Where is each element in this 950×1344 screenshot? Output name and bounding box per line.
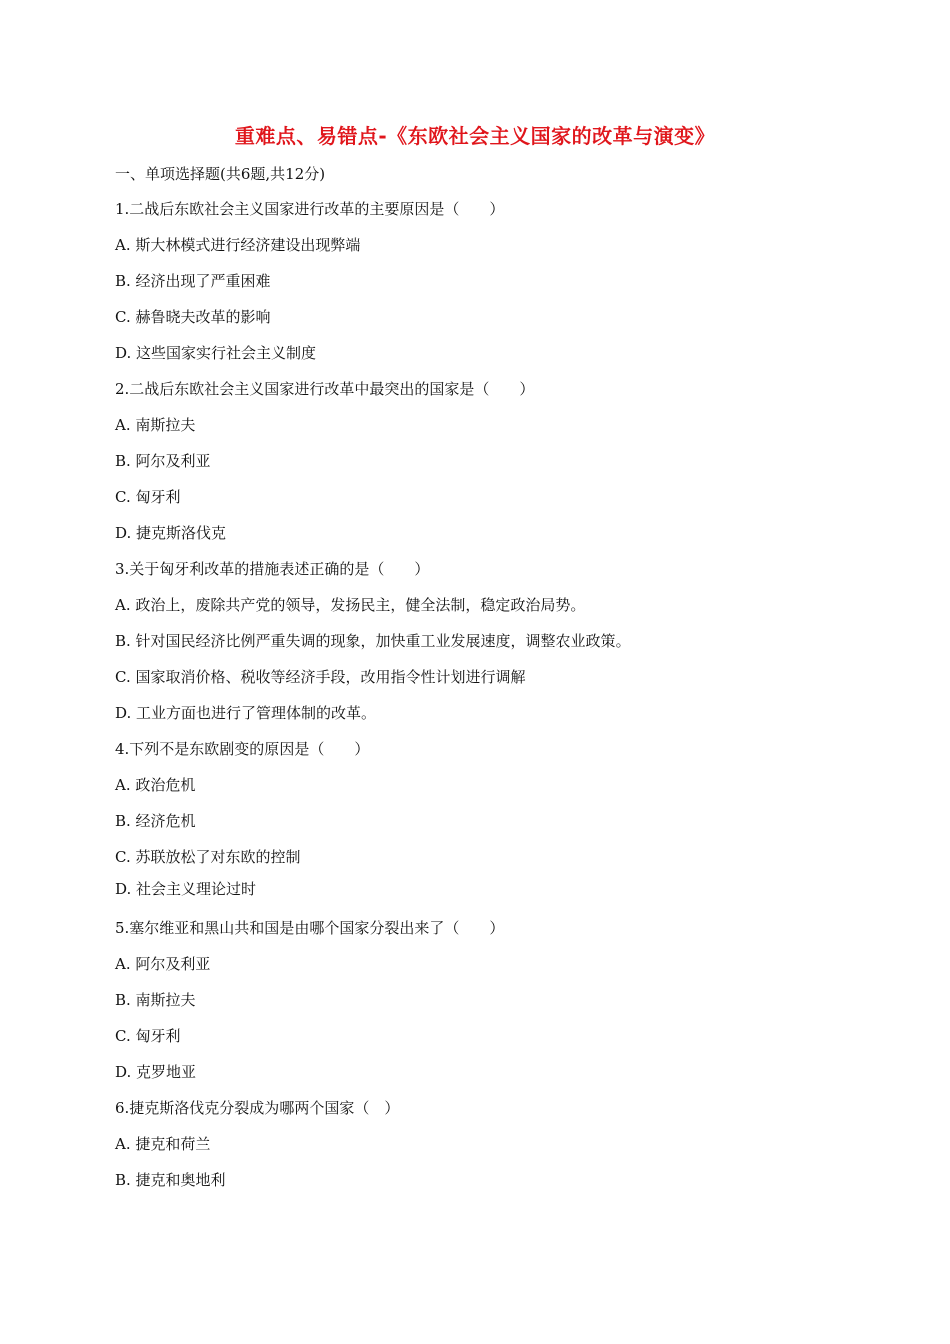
option-item: C. 赫鲁晓夫改革的影响 — [115, 308, 271, 326]
option-item: A. 斯大林模式进行经济建设出现弊端 — [115, 236, 361, 254]
option-item: B. 经济出现了严重困难 — [115, 272, 271, 290]
option-item: A. 南斯拉夫 — [115, 416, 196, 434]
option-item: D. 克罗地亚 — [115, 1063, 197, 1081]
option-item: C. 国家取消价格、税收等经济手段，改用指令性计划进行调解 — [115, 668, 526, 686]
question-stem: 2.二战后东欧社会主义国家进行改革中最突出的国家是（ ） — [115, 380, 535, 398]
question-stem: 4.下列不是东欧剧变的原因是（ ） — [115, 740, 370, 758]
option-item: A. 政治上，废除共产党的领导，发扬民主，健全法制，稳定政治局势。 — [115, 596, 586, 614]
option-item: D. 社会主义理论过时 — [115, 880, 257, 898]
option-item: B. 捷克和奥地利 — [115, 1171, 226, 1189]
option-item: C. 匈牙利 — [115, 488, 181, 506]
option-item: B. 经济危机 — [115, 812, 196, 830]
question-stem: 3.关于匈牙利改革的措施表述正确的是（ ） — [115, 560, 430, 578]
option-item: D. 捷克斯洛伐克 — [115, 524, 227, 542]
option-item: B. 针对国民经济比例严重失调的现象，加快重工业发展速度，调整农业政策。 — [115, 632, 631, 650]
option-item: D. 这些国家实行社会主义制度 — [115, 344, 317, 362]
section-heading: 一、单项选择题(共6题,共12分) — [115, 165, 326, 183]
option-item: B. 阿尔及利亚 — [115, 452, 211, 470]
option-item: D. 工业方面也进行了管理体制的改革。 — [115, 704, 377, 722]
option-item: A. 政治危机 — [115, 776, 196, 794]
option-item: C. 匈牙利 — [115, 1027, 181, 1045]
question-stem: 6.捷克斯洛伐克分裂成为哪两个国家（ ） — [115, 1099, 400, 1117]
option-item: A. 阿尔及利亚 — [115, 955, 211, 973]
option-item: C. 苏联放松了对东欧的控制 — [115, 848, 301, 866]
option-item: A. 捷克和荷兰 — [115, 1135, 211, 1153]
document-title: 重难点、易错点-《东欧社会主义国家的改革与演变》 — [234, 124, 716, 148]
option-item: B. 南斯拉夫 — [115, 991, 196, 1009]
question-stem: 1.二战后东欧社会主义国家进行改革的主要原因是（ ） — [115, 200, 505, 218]
question-stem: 5.塞尔维亚和黑山共和国是由哪个国家分裂出来了（ ） — [115, 919, 505, 937]
